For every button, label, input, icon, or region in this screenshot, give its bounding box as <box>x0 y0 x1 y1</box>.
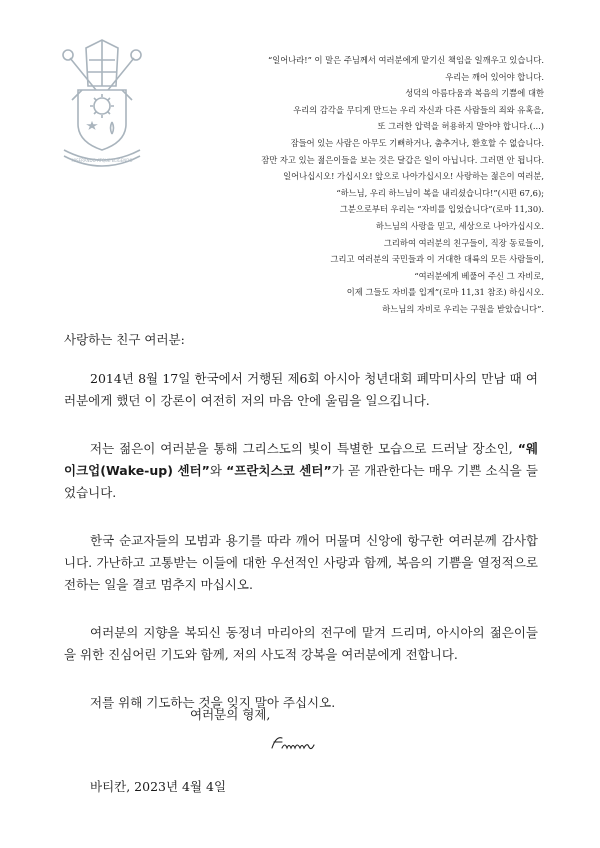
paragraph-3: 한국 순교자들의 모범과 용기를 따라 깨어 머물며 신앙에 항구한 여러분께 감사합니다. 가난하고 고통받는 이들에 대한 우선적인 사랑과 함께, 복음의 기쁨을 열정적으로 전하는 일을 결코 멈추지 마십시오. <box>64 533 538 592</box>
quote-line: 우리는 깨어 있어야 합니다. <box>445 71 544 82</box>
quote-line: “여러분에게 베풀어 주신 그 자비로, <box>414 270 544 281</box>
quote-line: “일어나라!” 이 말은 주님께서 여러분에게 맡기신 책임을 일깨우고 있습니다. <box>268 55 544 65</box>
letter-closing: 여러분의 형제, <box>190 707 271 722</box>
quote-line: 하느님의 사랑을 믿고, 세상으로 나아가십시오. <box>375 220 544 231</box>
letter-dateline: 바티칸, 2023년 4월 4일 <box>90 779 227 794</box>
paragraph-4: 여러분의 지향을 복되신 동정녀 마리아의 전구에 맡겨 드리며, 아시아의 젊은이들을 위한 진심어린 기도와 함께, 저의 사도적 강복을 여러분에게 전합니다. <box>64 625 538 662</box>
quote-line: 그리고 여러분의 국민들과 이 거대한 대륙의 모든 사람들이, <box>330 254 544 265</box>
paragraph-2-text-d: 가 곧 개관한다는 매우 기쁜 소식을 들었습니다. <box>64 463 538 500</box>
paragraph-2-text-c: 와 <box>209 463 227 478</box>
francis-center-name: “프란치스코 센터” <box>226 463 332 478</box>
paragraph-2-text-a: 저는 젊은이 여러분을 통해 그리스도의 빛이 특별한 모습으로 드러날 장소인, <box>90 441 518 456</box>
quote-line: 우리의 감각을 무디게 만드는 우리 자신과 다른 사람들의 죄와 유혹을, <box>293 104 544 115</box>
quote-line: 하느님의 자비로 우리는 구원을 받았습니다”. <box>382 303 544 314</box>
quote-line: 그분으로부터 우리는 “자비를 입었습니다”(로마 11,30). <box>339 204 544 215</box>
quote-line: 잠만 자고 있는 젊은이들을 보는 것은 달갑은 일이 아닙니다. 그러면 안 됩니다. <box>261 154 544 165</box>
quote-line: 그리하여 여러분의 친구들이, 직장 동료들이, <box>383 237 544 248</box>
quote-line: 이제 그들도 자비를 입게”(로마 11,31 참조) 하십시오. <box>346 287 544 298</box>
paragraph-2 <box>64 438 538 504</box>
crest-motto: MISERANDO ATQUE ELIGENDO <box>71 158 133 163</box>
wake-up-center-name: “웨이크업(Wake-up) 센터” <box>64 441 538 478</box>
papal-coat-of-arms <box>58 38 146 170</box>
quote-line: 성덕의 아름다움과 복음의 기쁨에 대한 <box>405 88 544 99</box>
letter-body <box>64 368 538 740</box>
paragraph-1: 2014년 8월 17일 한국에서 거행된 제6회 아시아 청년대회 폐막미사의 만남 때 여러분에게 했던 이 강론이 여전히 저의 마음 안에 울림을 일으킵니다. <box>64 371 538 408</box>
quote-line: 잠들어 있는 사람은 아무도 기뻐하거나, 춤추거나, 환호할 수 없습니다. <box>290 137 544 148</box>
quote-line: 일어나십시오! 가십시오! 앞으로 나아가십시오! 사랑하는 젊은이 여러분, <box>283 171 544 182</box>
paragraph-5: 저를 위해 기도하는 것을 잊지 말아 주십시오. <box>90 695 336 710</box>
letter-salutation: 사랑하는 친구 여러분: <box>64 332 185 347</box>
quote-line: “하느님, 우리 하느님이 복을 내리셨습니다!”(시편 67,6); <box>336 187 544 198</box>
quote-line: 또 그러한 압력을 허용하지 말아야 합니다.(...) <box>377 121 544 132</box>
homily-quote <box>150 52 544 318</box>
signature <box>268 732 328 754</box>
